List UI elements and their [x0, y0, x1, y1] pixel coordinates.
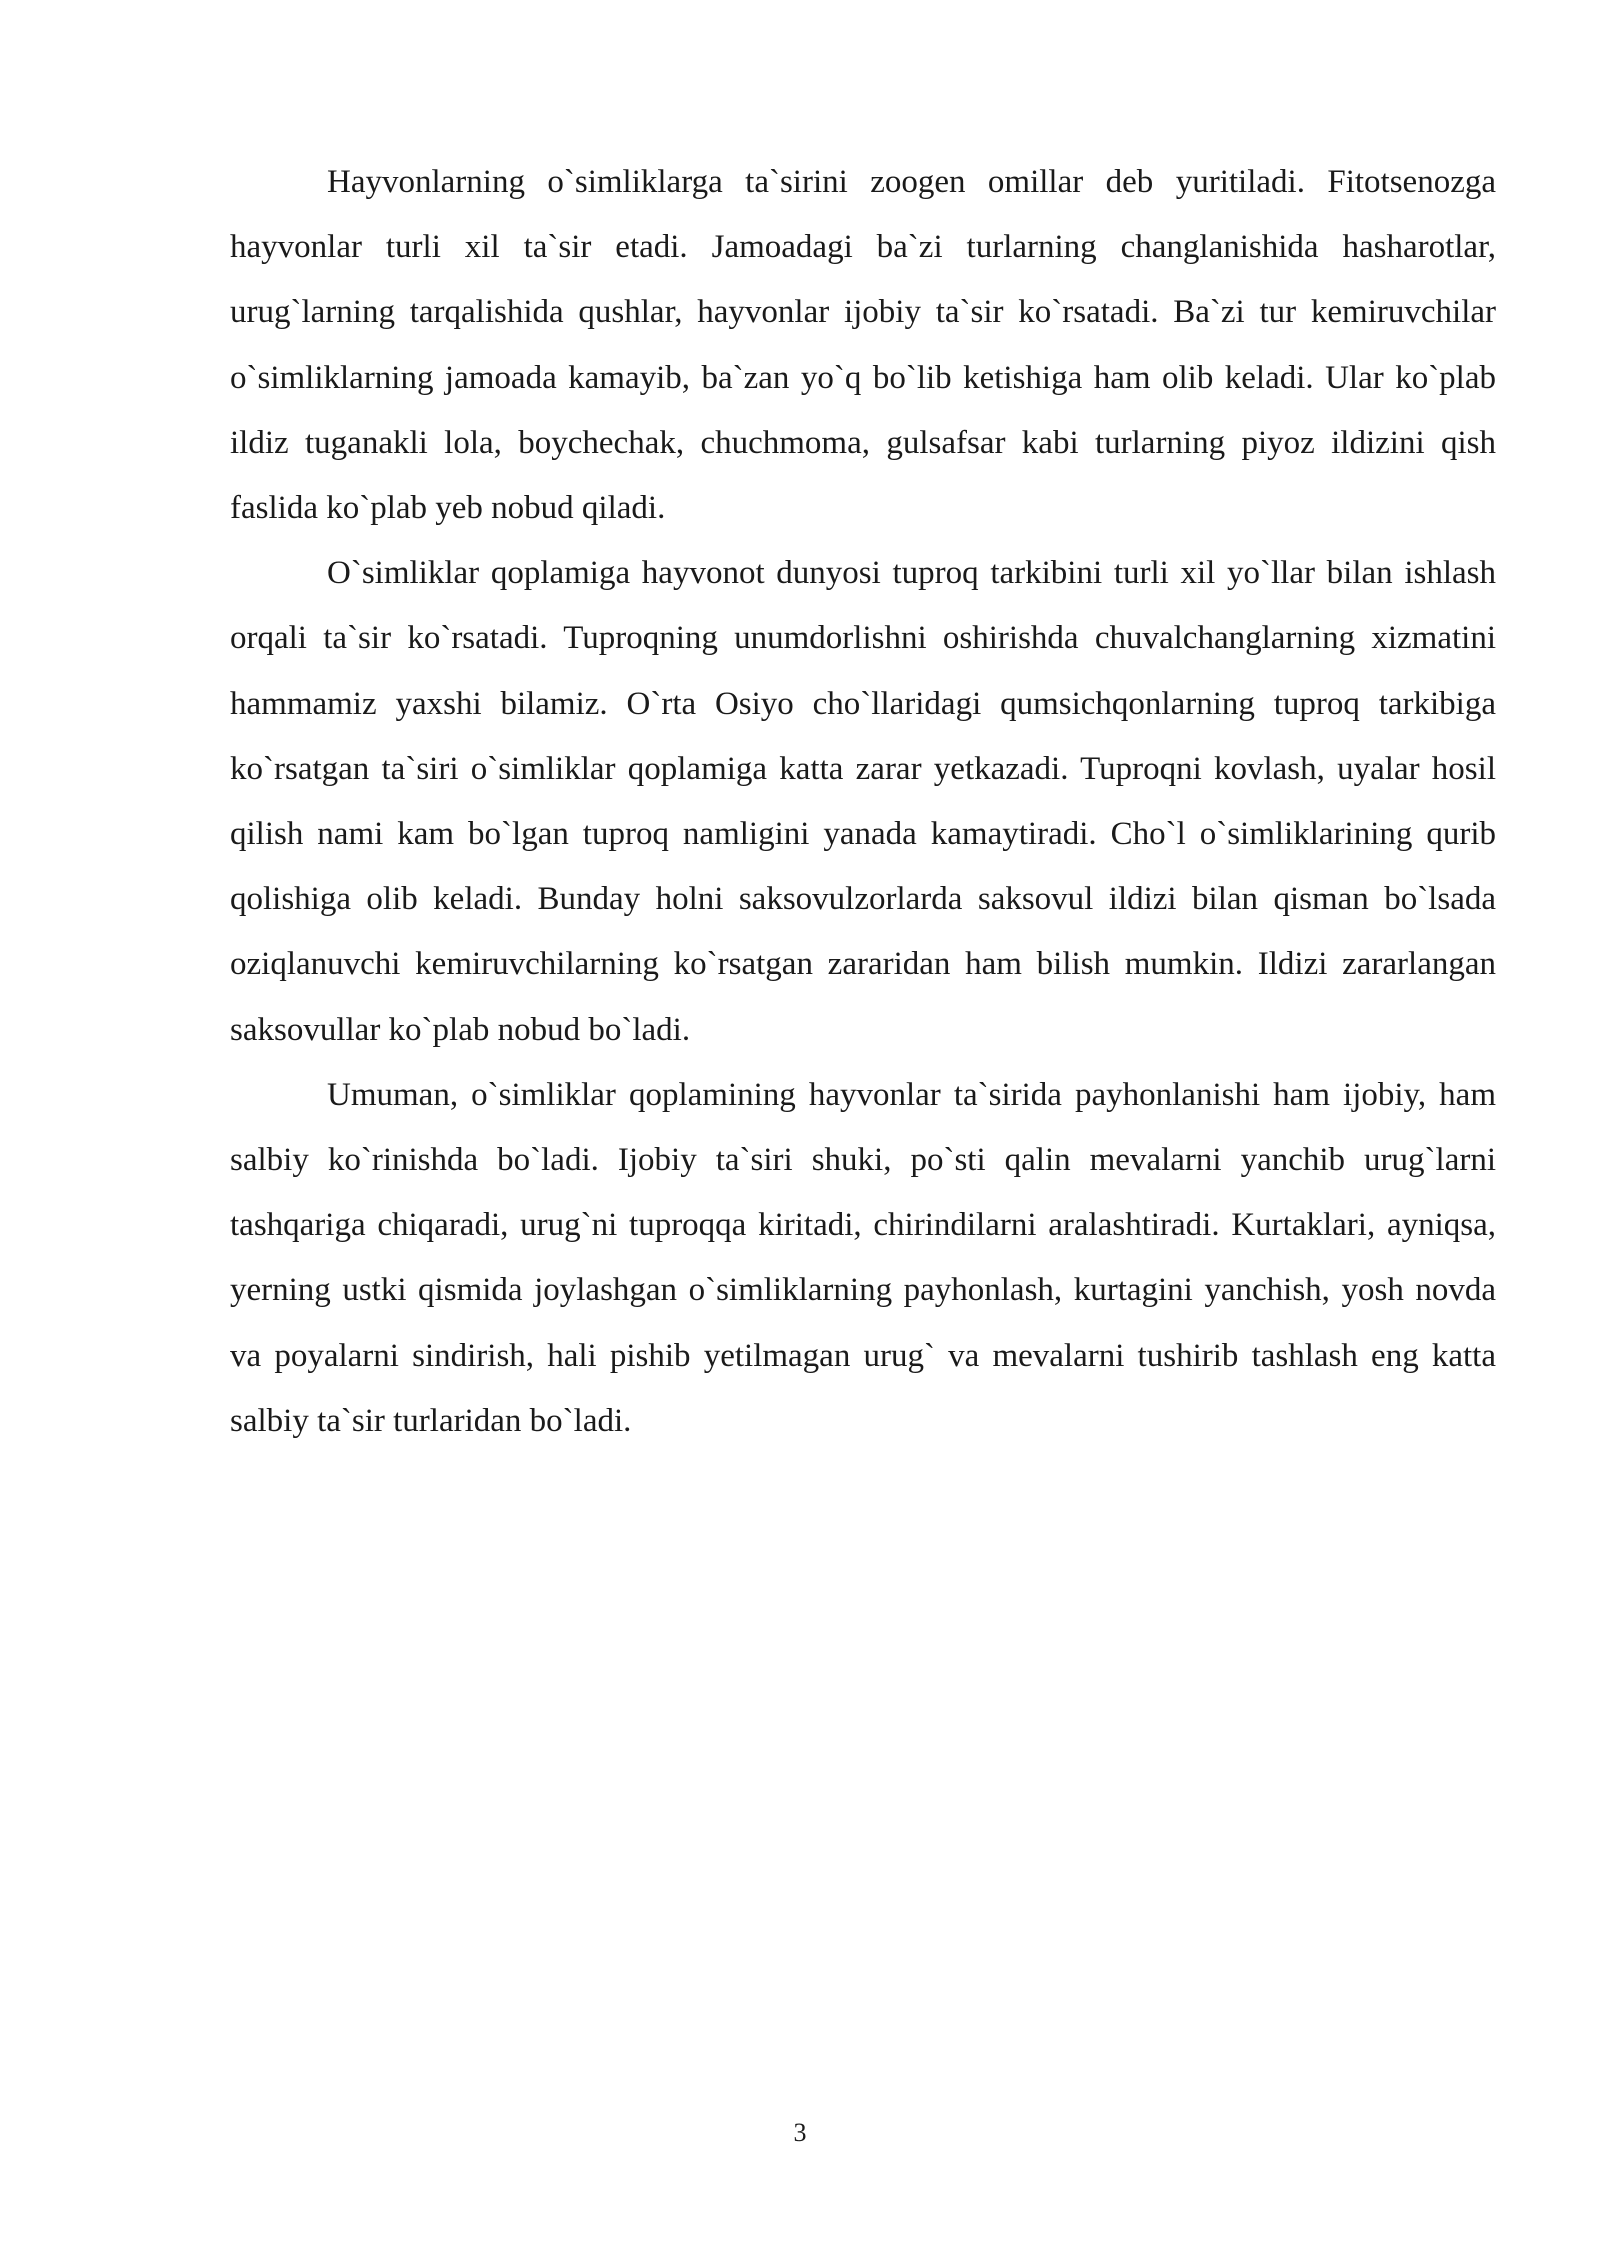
- paragraph-zoogen-factors: Hayvonlarning o`simliklarga ta`sirini zoogen omillar deb yuritiladi. Fitotsenozga hayvonlar turli xil ta`sir etadi. Jamoadagi ba`zi turlarning changlanishida hasharotlar, urug`larning tarqalishida qushlar, hayvonlar ijobiy ta`sir ko`rsatadi. Ba`zi tur kemiruvchilar o`simliklarning jamoada kamayib, ba`zan yo`q bo`lib ketishiga ham olib keladi. Ular ko`plab ildiz tuganakli lola, boychechak, chuchmoma, gulsafsar kabi turlarning piyoz ildizini qish faslida ko`plab yeb nobud qiladi.: [230, 164, 1496, 527]
- paragraph-soil-influence: O`simliklar qoplamiga hayvonot dunyosi tuproq tarkibini turli xil yo`llar bilan ishlash orqali ta`sir ko`rsatadi. Tuproqning unumdorlishni oshirishda chuvalchanglarning xizmatini hammamiz yaxshi bilamiz. O`rta Osiyo cho`llaridagi qumsichqonlarning tuproq tarkibiga ko`rsatgan ta`siri o`simliklar qoplamiga katta zarar yetkazadi. Tuproqni kovlash, uyalar hosil qilish nami kam bo`lgan tuproq namligini yanada kamaytiradi. Cho`l o`simliklarining qurib qolishiga olib keladi. Bunday holni saksovulzorlarda saksovul ildizi bilan qisman bo`lsada oziqlanuvchi kemiruvchilarning ko`rsatgan zararidan ham bilish mumkin. Ildizi zararlangan saksovullar ko`plab nobud bo`ladi.: [230, 555, 1496, 1048]
- paragraph-trampling-effects: Umuman, o`simliklar qoplamining hayvonlar ta`sirida payhonlanishi ham ijobiy, ham salbiy ko`rinishda bo`ladi. Ijobiy ta`siri shuki, po`sti qalin mevalarni yanchib urug`larni tashqariga chiqaradi, urug`ni tuproqqa kiritadi, chirindilarni aralashtiradi. Kurtaklari, ayniqsa, yerning ustki qismida joylashgan o`simliklarning payhonlash, kurtagini yanchish, yosh novda va poyalarni sindirish, hali pishib yetilmagan urug` va mevalarni tushirib tashlash eng katta salbiy ta`sir turlaridan bo`ladi.: [230, 1076, 1496, 1439]
- page-number: 3: [793, 2118, 807, 2147]
- document-body: [230, 150, 1496, 1454]
